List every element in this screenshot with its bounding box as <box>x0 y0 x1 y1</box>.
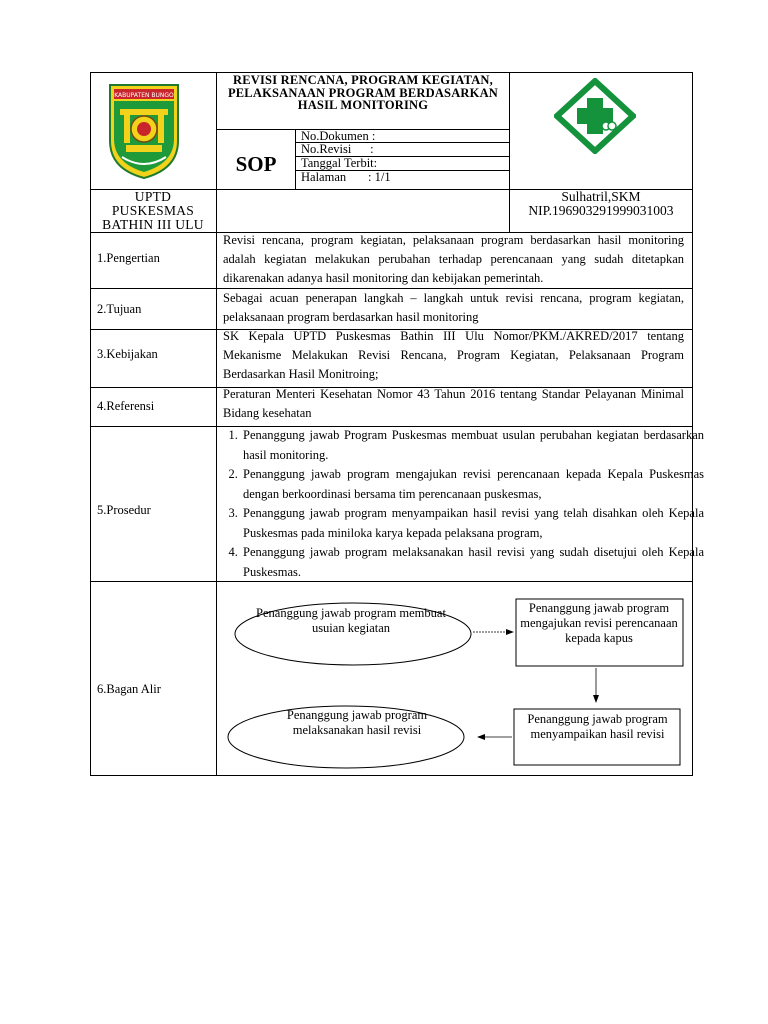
prosedur-step: 2. Penanggung jawab program mengajukan revisi perencanaan kepada Kepala Puskesmas dengan berkoordinasi bersama tim perencanaan puskesmas, <box>241 465 704 504</box>
prosedur-step: 4. Penanggung jawab program melaksanakan hasil revisi yang sudah disetujui oleh Kepala Puskesmas. <box>241 543 704 582</box>
signatory-name: Sulhatril,SKM <box>561 189 641 204</box>
prosedur-label: 5.Prosedur <box>97 503 151 517</box>
document-title: REVISI RENCANA, PROGRAM KEGIATAN, PELAKSANAAN PROGRAM BERDASARKAN HASIL MONITORING <box>227 73 499 112</box>
bagan-alir-label: 6.Bagan Alir <box>97 682 161 696</box>
prosedur-steps <box>221 426 704 582</box>
prosedur-step: 1. Penanggung jawab Program Puskesmas membuat usulan perubahan kegiatan berdasarkan hasil monitoring. <box>241 426 704 465</box>
flow-node-4-text: Penanggung jawab program melaksanakan hasil revisi <box>286 708 428 737</box>
puskesmas-logo-icon <box>554 78 636 154</box>
no-revisi-field: No.Revisi : <box>301 142 374 156</box>
prosedur-step: 3. Penanggung jawab program menyampaikan hasil revisi yang telah disahkan oleh Kepala Puskesmas pada miniloka karya kepada pelaksana program, <box>241 504 704 543</box>
unit-name: UPTD PUSKESMAS BATHIN III ULU <box>102 189 204 232</box>
no-dokumen-field: No.Dokumen : <box>301 129 376 143</box>
sop-divider <box>295 129 296 190</box>
flow-node-3-text: Penanggung jawab program menyampaikan hasil revisi <box>527 712 668 741</box>
district-logo-icon <box>104 79 184 181</box>
flow-node-2-text: Penanggung jawab program mengajukan revisi perencanaan kepada kapus <box>520 601 678 645</box>
referensi-text: Peraturan Menteri Kesehatan Nomor 43 Tahun 2016 tentang Standar Pelayanan Minimal Bidang kesehatan <box>223 387 684 420</box>
pengertian-label: 1.Pengertian <box>97 251 160 265</box>
flow-node-1-text: Penanggung jawab program membuat usuian kegiatan <box>256 606 446 635</box>
kebijakan-label: 3.Kebijakan <box>97 347 158 361</box>
header-divider-right <box>509 72 510 232</box>
pengertian-text: Revisi rencana, program kegiatan, pelaksanaan program berdasarkan hasil monitoring adalah kegiatan melakukan perubahan terhadap perencanaan yang sudah ditetapkan dikarenakan adanya hasil monitoring dan kebijakan pemerintah. <box>223 233 684 285</box>
tanggal-terbit-field: Tanggal Terbit: <box>301 156 378 170</box>
sop-label: SOP <box>235 152 277 176</box>
kebijakan-text: SK Kepala UPTD Puskesmas Bathin III Ulu Nomor/PKM./AKRED/2017 tentang Mekanisme Melakukan Revisi Rencana, Program Kegiatan, Pelaksanaan Program Berdasarkan Hasil Monitroing; <box>223 329 684 381</box>
halaman-field: Halaman : 1/1 <box>301 170 391 184</box>
referensi-label: 4.Referensi <box>97 399 155 413</box>
svg-text:KABUPATEN BUNGO: KABUPATEN BUNGO <box>114 92 174 99</box>
signatory-nip: NIP.196903291999031003 <box>528 203 674 218</box>
tujuan-label: 2.Tujuan <box>97 302 142 316</box>
tujuan-text: Sebagai acuan penerapan langkah – langkah untuk revisi rencana, program kegiatan, pelaksanaan program berdasarkan hasil monitoring <box>223 291 684 324</box>
